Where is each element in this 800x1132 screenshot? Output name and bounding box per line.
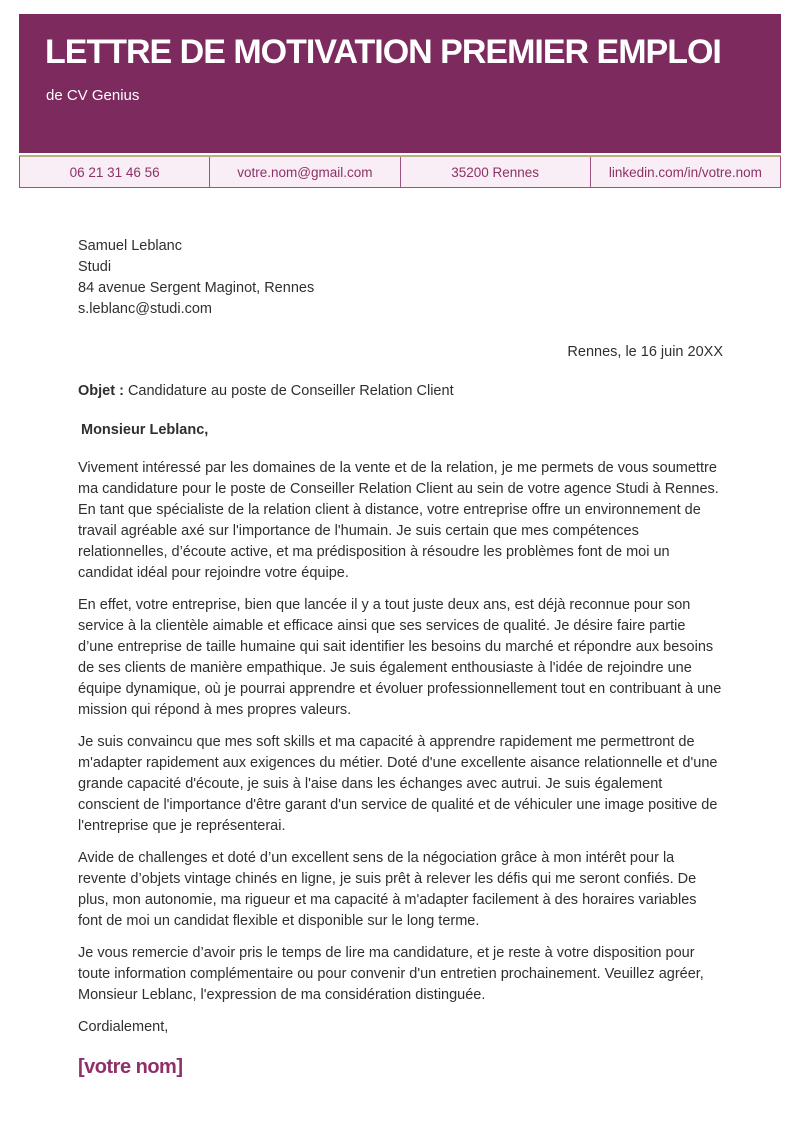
recipient-email: s.leblanc@studi.com xyxy=(78,301,212,317)
recipient-company: Studi xyxy=(78,259,112,275)
subject-text: Candidature au poste de Conseiller Relation Client xyxy=(123,383,454,399)
date-line: Rennes, le 16 juin 20XX xyxy=(567,344,723,360)
subject-label: Objet : xyxy=(78,383,124,399)
page-subtitle: de CV Genius xyxy=(46,87,140,105)
header-banner xyxy=(19,14,781,153)
contact-location: 35200 Rennes xyxy=(400,157,590,187)
letter-body xyxy=(78,236,723,1078)
paragraph-2: En effet, votre entreprise, bien que lancée il y a tout juste deux ans, est déjà reconnue pour son service à la clientèle aimable et efficace ainsi que ses services de qualité. Je désire faire partie d’une entreprise de taille humaine qui sait identifier les besoins du marché et répondre aux besoins de ses clients de manière empathique. Je suis également enthousiaste à l'idée de rejoindre une équipe dynamique, où je pourrai apprendre et évoluer professionnellement tout en contribuant à une mission qui répond à mes propres valeurs. xyxy=(78,597,722,718)
paragraph-4: Avide de challenges et doté d’un excellent sens de la négociation grâce à mon intérêt pour la revente d’objets vintage chinés en ligne, je suis prêt à relever les défis qui me seront confiés. De plus, mon autonomie, ma rigueur et ma capacité à m'adapter facilement à des horaires variables font de moi un candidat flexible et disponible sur le long terme. xyxy=(78,850,697,929)
greeting: Monsieur Leblanc, xyxy=(81,422,209,438)
paragraph-1: Vivement intéressé par les domaines de la vente et de la relation, je me permets de vous soumettre ma candidature pour le poste de Conseiller Relation Client au sein de votre agence Studi à Rennes. En tant que spécialiste de la relation client à distance, votre entreprise offre un environnement de travail agréable axé sur l'importance de l'humain. Je suis certain que mes compétences relationnelles, d’écoute active, et ma prédisposition à résoudre les problèmes font de moi un candidat idéal pour rejoindre votre équipe. xyxy=(78,460,719,581)
recipient-block xyxy=(78,236,723,320)
subject-line xyxy=(78,381,723,402)
paragraph-5: Je vous remercie d’avoir pris le temps de lire ma candidature, et je reste à votre disposition pour toute information complémentaire ou pour convenir d'un entretien prochainement. Veuillez agréer, Monsieur Leblanc, l'expression de ma considération distinguée. xyxy=(78,945,704,1003)
signature-placeholder: [votre nom] xyxy=(78,1056,183,1078)
recipient-name: Samuel Leblanc xyxy=(78,238,182,254)
recipient-address: 84 avenue Sergent Maginot, Rennes xyxy=(78,280,315,296)
contact-linkedin: linkedin.com/in/votre.nom xyxy=(590,157,780,187)
contact-bar xyxy=(19,155,781,188)
contact-email: votre.nom@gmail.com xyxy=(209,157,399,187)
closing: Cordialement, xyxy=(78,1019,169,1035)
paragraph-3: Je suis convaincu que mes soft skills et ma capacité à apprendre rapidement me permettront de m'adapter rapidement aux exigences du métier. Doté d'une excellente aisance relationnelle et d'une grande capacité d'écoute, je suis à l'aise dans les échanges avec autrui. Je suis également conscient de l'importance d'être garant d'un service de qualité et de véhiculer une image positive de l'entreprise que je représenterai. xyxy=(78,734,718,834)
contact-phone: 06 21 31 46 56 xyxy=(69,164,160,180)
page-title: LETTRE DE MOTIVATION PREMIER EMPLOI xyxy=(45,33,721,71)
